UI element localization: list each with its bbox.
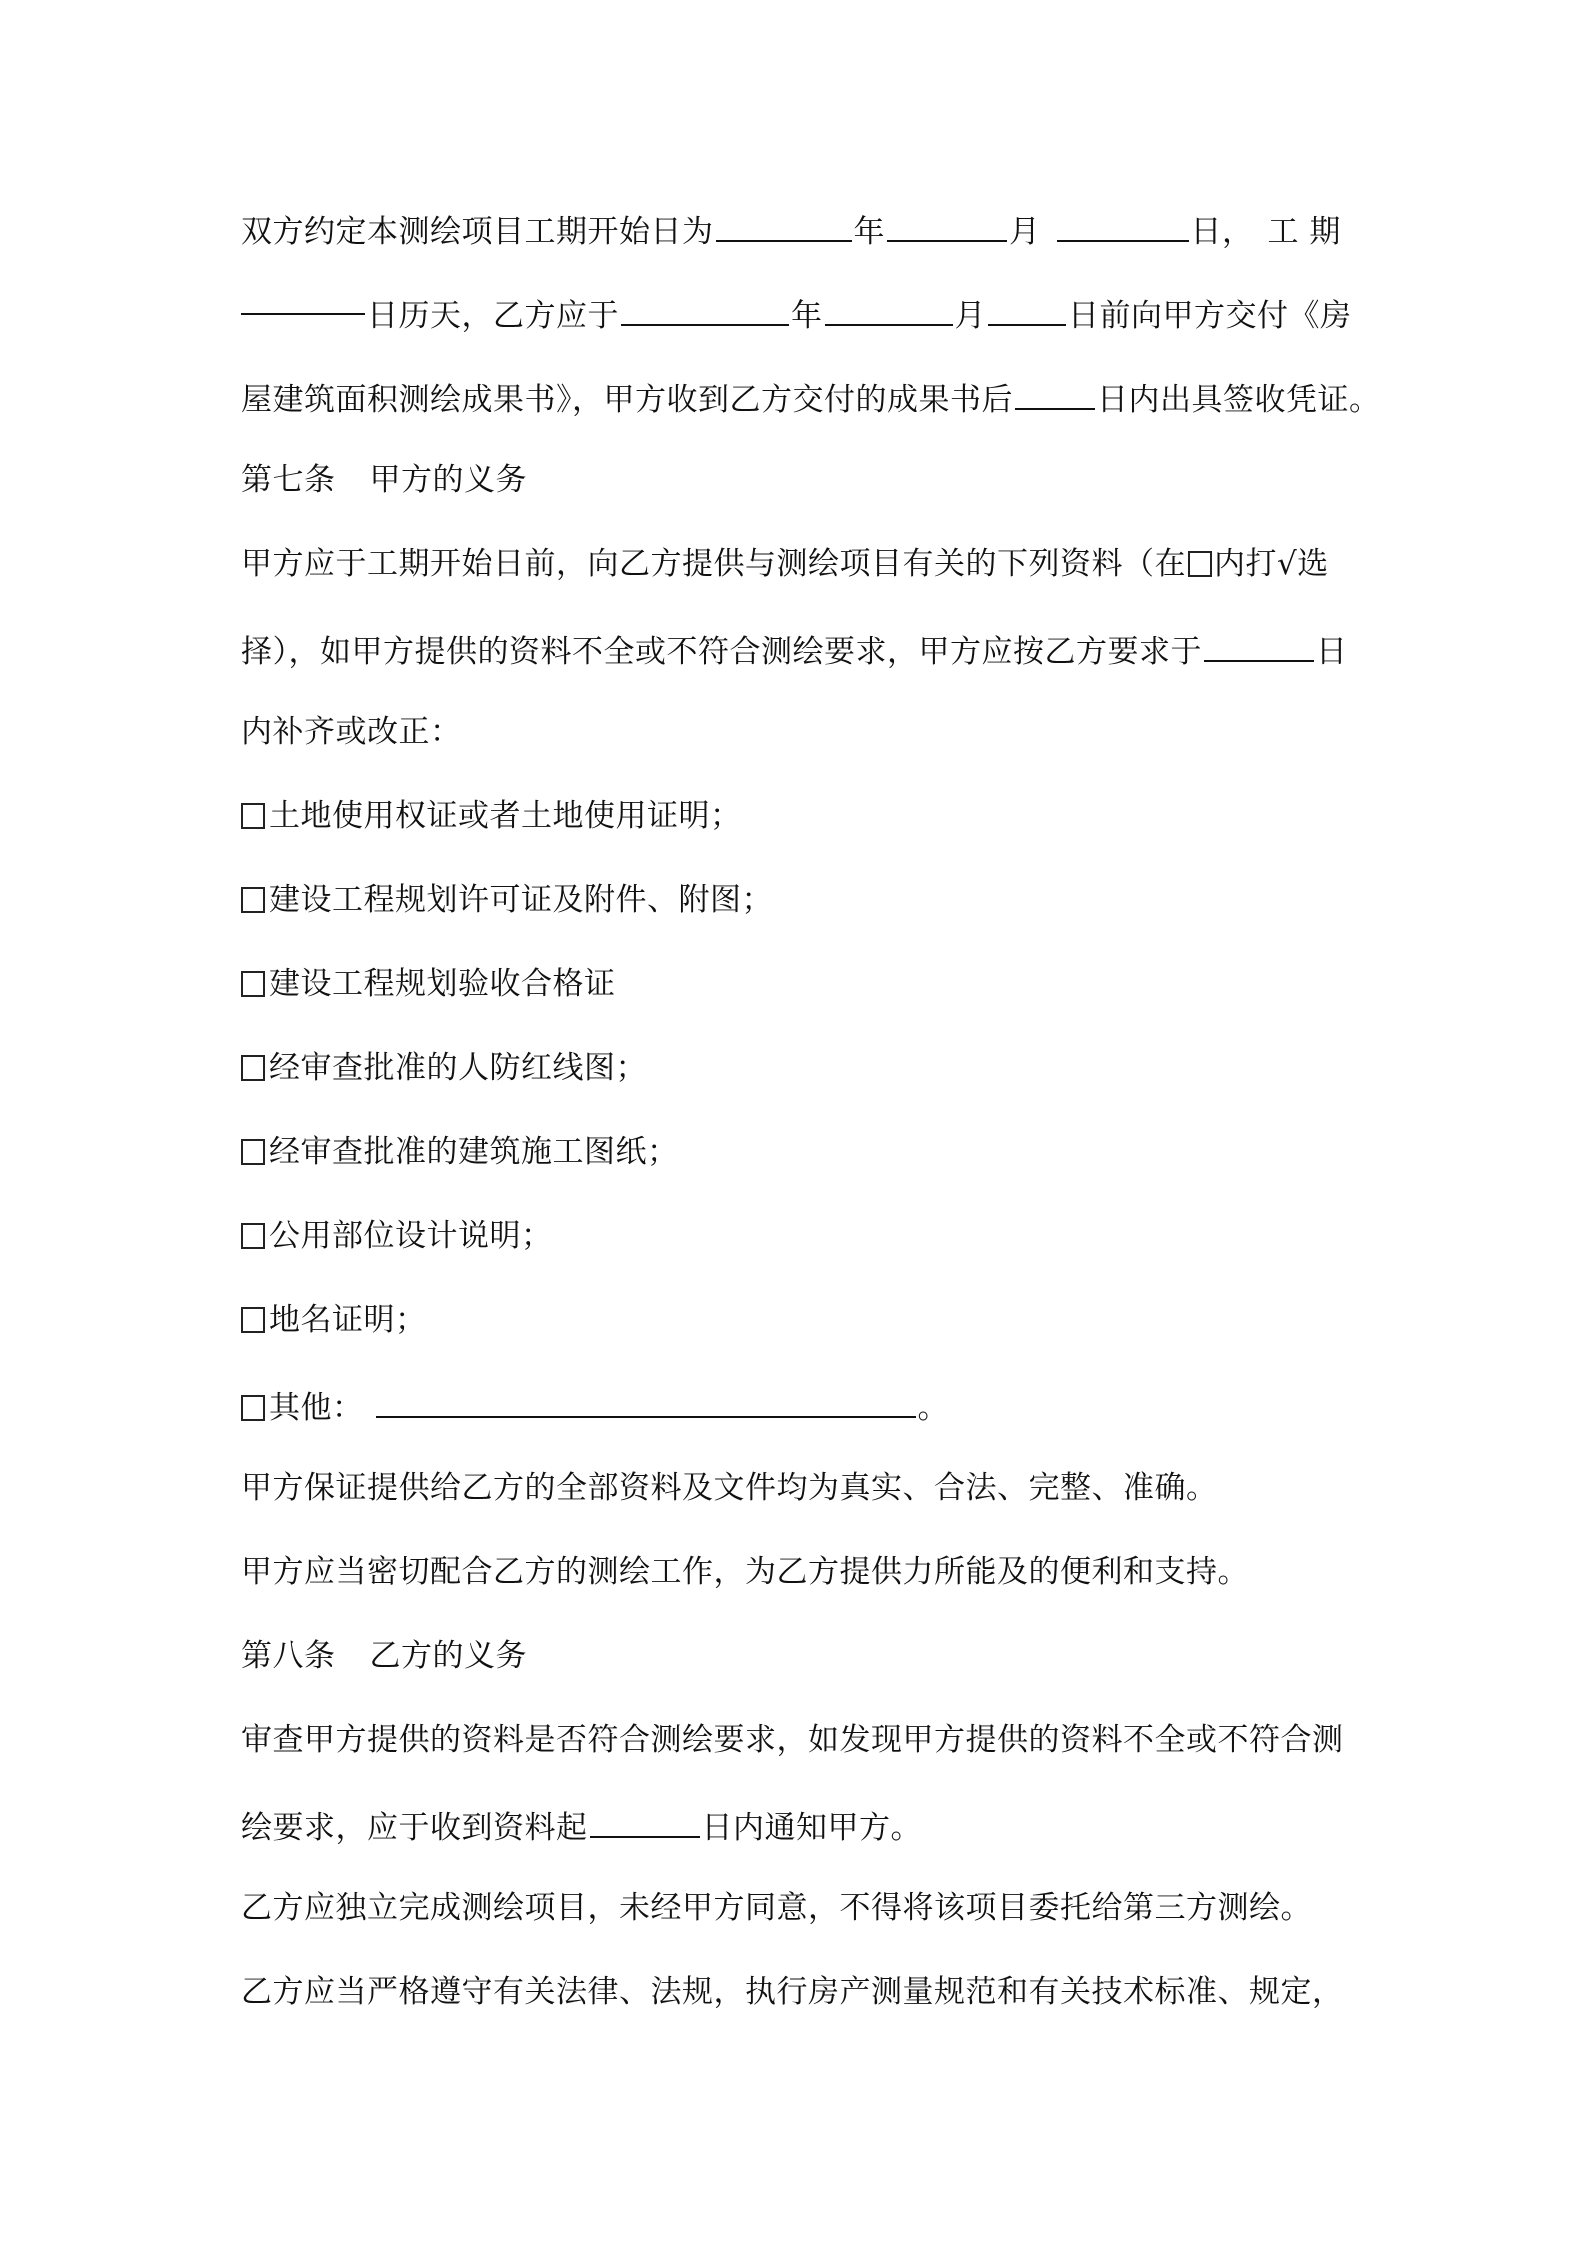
- checklist-item-label: 地名证明；: [269, 1302, 427, 1338]
- article-number: 第八条: [241, 1638, 336, 1674]
- checkbox-sample-icon: [1188, 551, 1212, 577]
- intro-text: 甲方应于工期开始日前，向乙方提供与测绘项目有关的下列资料（在: [241, 546, 1186, 582]
- start-month-blank[interactable]: [887, 206, 1007, 242]
- article-8-heading: [241, 1634, 1361, 1678]
- checklist-item-label: 建设工程规划验收合格证: [269, 966, 616, 1002]
- article-7-intro-line-3: [241, 710, 1361, 754]
- comply-paragraph: [241, 1970, 1361, 2014]
- intro-text: 日: [1316, 634, 1348, 670]
- schedule-line-3: [241, 374, 1381, 418]
- article-title: 甲方的义务: [369, 462, 527, 498]
- review-line-2: [241, 1802, 1361, 1846]
- cooperate-paragraph: [241, 1550, 1361, 1594]
- checklist-item-label: 其他：: [269, 1390, 364, 1426]
- checklist-item: [241, 1298, 1361, 1342]
- checklist-item-label: 经审查批准的人防红线图；: [269, 1050, 647, 1086]
- schedule-text: 屋建筑面积测绘成果书》，甲方收到乙方交付的成果书后: [241, 382, 1013, 418]
- checkbox[interactable]: [241, 1395, 265, 1421]
- article-title: 乙方的义务: [369, 1638, 527, 1674]
- independent-text: 乙方应独立完成测绘项目，未经甲方同意，不得将该项目委托给第三方测绘。: [241, 1890, 1312, 1926]
- checklist-item-other: [241, 1382, 1361, 1426]
- schedule-text: 日历天，乙方应于: [367, 298, 619, 334]
- review-text: 审查甲方提供的资料是否符合测绘要求，如发现甲方提供的资料不全或不符合测: [241, 1722, 1344, 1758]
- guarantee-paragraph: [241, 1466, 1361, 1510]
- independent-paragraph: [241, 1886, 1361, 1930]
- article-7-intro-line-1: [241, 542, 1361, 586]
- checklist-item-label: 建设工程规划许可证及附件、附图；: [269, 882, 773, 918]
- period-mark: 。: [917, 1390, 949, 1426]
- checklist-item: [241, 1130, 1361, 1174]
- checklist-item: [241, 962, 1361, 1006]
- schedule-text: 日前向甲方交付《房: [1068, 298, 1352, 334]
- receipt-days-blank[interactable]: [1015, 374, 1095, 410]
- review-text: 绘要求，应于收到资料起: [241, 1810, 588, 1846]
- review-line-1: [241, 1718, 1361, 1762]
- schedule-line-2: [241, 290, 1361, 334]
- intro-text: 内打: [1214, 546, 1277, 582]
- checkbox[interactable]: [241, 803, 265, 829]
- notify-days-blank[interactable]: [590, 1802, 700, 1838]
- delivery-month-blank[interactable]: [825, 290, 953, 326]
- checkbox[interactable]: [241, 1139, 265, 1165]
- other-materials-blank[interactable]: [376, 1382, 916, 1418]
- intro-text: 择），如甲方提供的资料不全或不符合测绘要求，甲方应按乙方要求于: [241, 634, 1202, 670]
- intro-text: 内补齐或改正：: [241, 714, 462, 750]
- checkbox[interactable]: [241, 1223, 265, 1249]
- year-label: 年: [853, 214, 885, 250]
- day-label: 日，: [1190, 214, 1254, 250]
- article-7-intro-line-2: [241, 626, 1361, 670]
- schedule-text: 双方约定本测绘项目工期开始日为: [241, 214, 714, 250]
- duration-days-blank[interactable]: [241, 313, 365, 315]
- checkbox[interactable]: [241, 1307, 265, 1333]
- guarantee-text: 甲方保证提供给乙方的全部资料及文件均为真实、合法、完整、准确。: [241, 1470, 1218, 1506]
- check-mark-icon: √: [1277, 546, 1298, 582]
- checklist-item: [241, 794, 1361, 838]
- checklist-item: [241, 878, 1361, 922]
- checklist-item: [241, 1214, 1361, 1258]
- checklist-item-label: 经审查批准的建筑施工图纸；: [269, 1134, 679, 1170]
- comply-text: 乙方应当严格遵守有关法律、法规，执行房产测量规范和有关技术标准、规定，: [241, 1974, 1344, 2010]
- intro-text: 选: [1297, 546, 1329, 582]
- checkbox[interactable]: [241, 971, 265, 997]
- delivery-day-blank[interactable]: [988, 290, 1066, 326]
- article-7-heading: [241, 458, 1361, 502]
- delivery-year-blank[interactable]: [621, 290, 789, 326]
- duration-label: 工 期: [1267, 214, 1341, 250]
- checkbox[interactable]: [241, 1055, 265, 1081]
- checkbox[interactable]: [241, 887, 265, 913]
- year-label: 年: [791, 298, 823, 334]
- article-number: 第七条: [241, 462, 336, 498]
- checklist-item-label: 公用部位设计说明；: [269, 1218, 553, 1254]
- checklist-item-label: 土地使用权证或者土地使用证明；: [269, 798, 742, 834]
- review-text: 日内通知甲方。: [701, 1810, 922, 1846]
- month-label: 月: [954, 298, 986, 334]
- checklist-item: [241, 1046, 1361, 1090]
- schedule-line-1: [241, 206, 1361, 250]
- month-label: 月: [1009, 214, 1041, 250]
- supplement-days-blank[interactable]: [1204, 626, 1314, 662]
- start-year-blank[interactable]: [716, 206, 852, 242]
- cooperate-text: 甲方应当密切配合乙方的测绘工作，为乙方提供力所能及的便利和支持。: [241, 1554, 1249, 1590]
- start-day-blank[interactable]: [1057, 206, 1189, 242]
- schedule-text: 日内出具签收凭证。: [1097, 382, 1381, 418]
